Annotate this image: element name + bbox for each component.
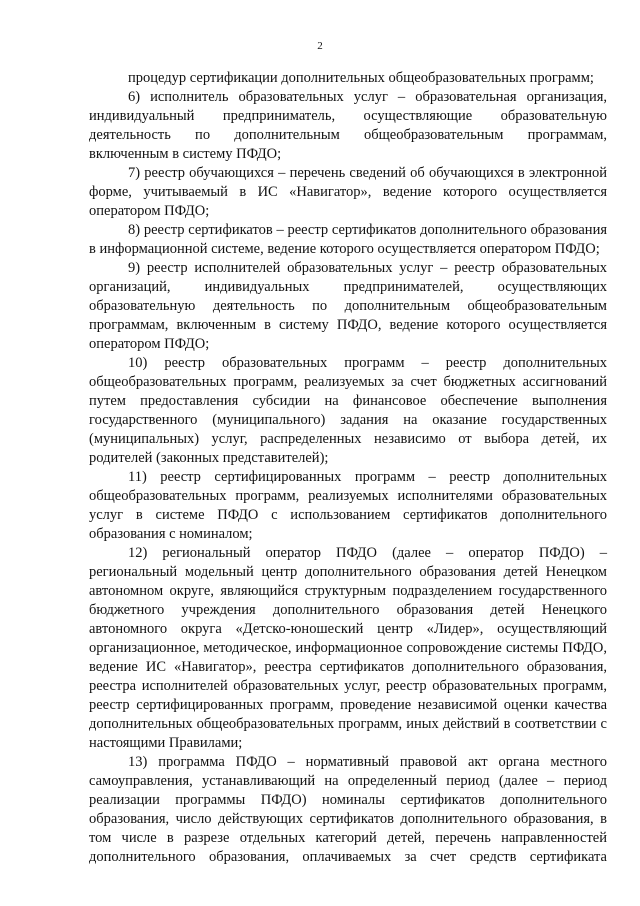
page-number: 2 xyxy=(317,40,323,52)
paragraph-item-9: 9) реестр исполнителей образовательных услуг – реестр образовательных организаций, индивидуальных предпринимателей, осуществляющих образовательную деятельность по дополнительным общеобразовательным программам, включенным в систему ПФДО, ведение которого осуществляется оператором ПФДО; xyxy=(89,260,607,352)
paragraph-item-10: 10) реестр образовательных программ – реестр дополнительных общеобразовательных программ, реализуемых за счет бюджетных ассигнований путем предоставления субсидии на финансовое обеспечение выполнения государственного (муниципального) задания на оказание государственных (муниципальных) услуг, распределенных независимо от выбора детей, их родителей (законных представителей); xyxy=(89,355,607,466)
paragraph-item-13: 13) программа ПФДО – нормативный правовой акт органа местного самоуправления, устанавливающий на определенный период (далее – период реализации программы ПФДО) номиналы сертификатов дополнительного образования, число действующих сертификатов дополнительного образования, в том числе в разрезе отдельных категорий детей, перечень направленностей дополнительного образования, оплачиваемых за счет средств сертификата xyxy=(89,754,607,865)
paragraph-item-7: 7) реестр обучающихся – перечень сведений об обучающихся в электронной форме, учитываемый в ИС «Навигатор», ведение которого осуществляется оператором ПФДО; xyxy=(89,165,607,219)
paragraph-item-6: 6) исполнитель образовательных услуг – образовательная организация, индивидуальный предприниматель, осуществляющие образовательную деятельность по дополнительным общеобразовательным программам, включенным в систему ПФДО; xyxy=(89,89,607,162)
paragraph-item-11: 11) реестр сертифицированных программ – реестр дополнительных общеобразовательных программ, реализуемых исполнителями образовательных услуг в системе ПФДО с использованием сертификатов дополнительного образования с номиналом; xyxy=(89,469,607,542)
paragraph-item-8: 8) реестр сертификатов – реестр сертификатов дополнительного образования в информационной системе, ведение которого осуществляется оператором ПФДО; xyxy=(89,222,607,257)
paragraph-continuation: процедур сертификации дополнительных общеобразовательных программ; xyxy=(128,70,594,86)
document-body xyxy=(89,69,607,867)
paragraph-item-12: 12) региональный оператор ПФДО (далее – оператор ПФДО) – региональный модельный центр дополнительного образования детей Ненецком автономном округе, являющийся структурным подразделением государственного бюджетного учреждения дополнительного образования детей Ненецкого автономного округа «Детско-юношеский центр «Лидер», осуществляющий организационное, методическое, информационное сопровождение системы ПФДО, ведение ИС «Навигатор», реестра сертификатов дополнительного образования, реестра исполнителей образовательных услуг, реестр образовательных программ, реестр сертифицированных программ, проведение независимой оценки качества дополнительных общеобразовательных программ, иных действий в соответствии с настоящими Правилами; xyxy=(89,545,607,751)
